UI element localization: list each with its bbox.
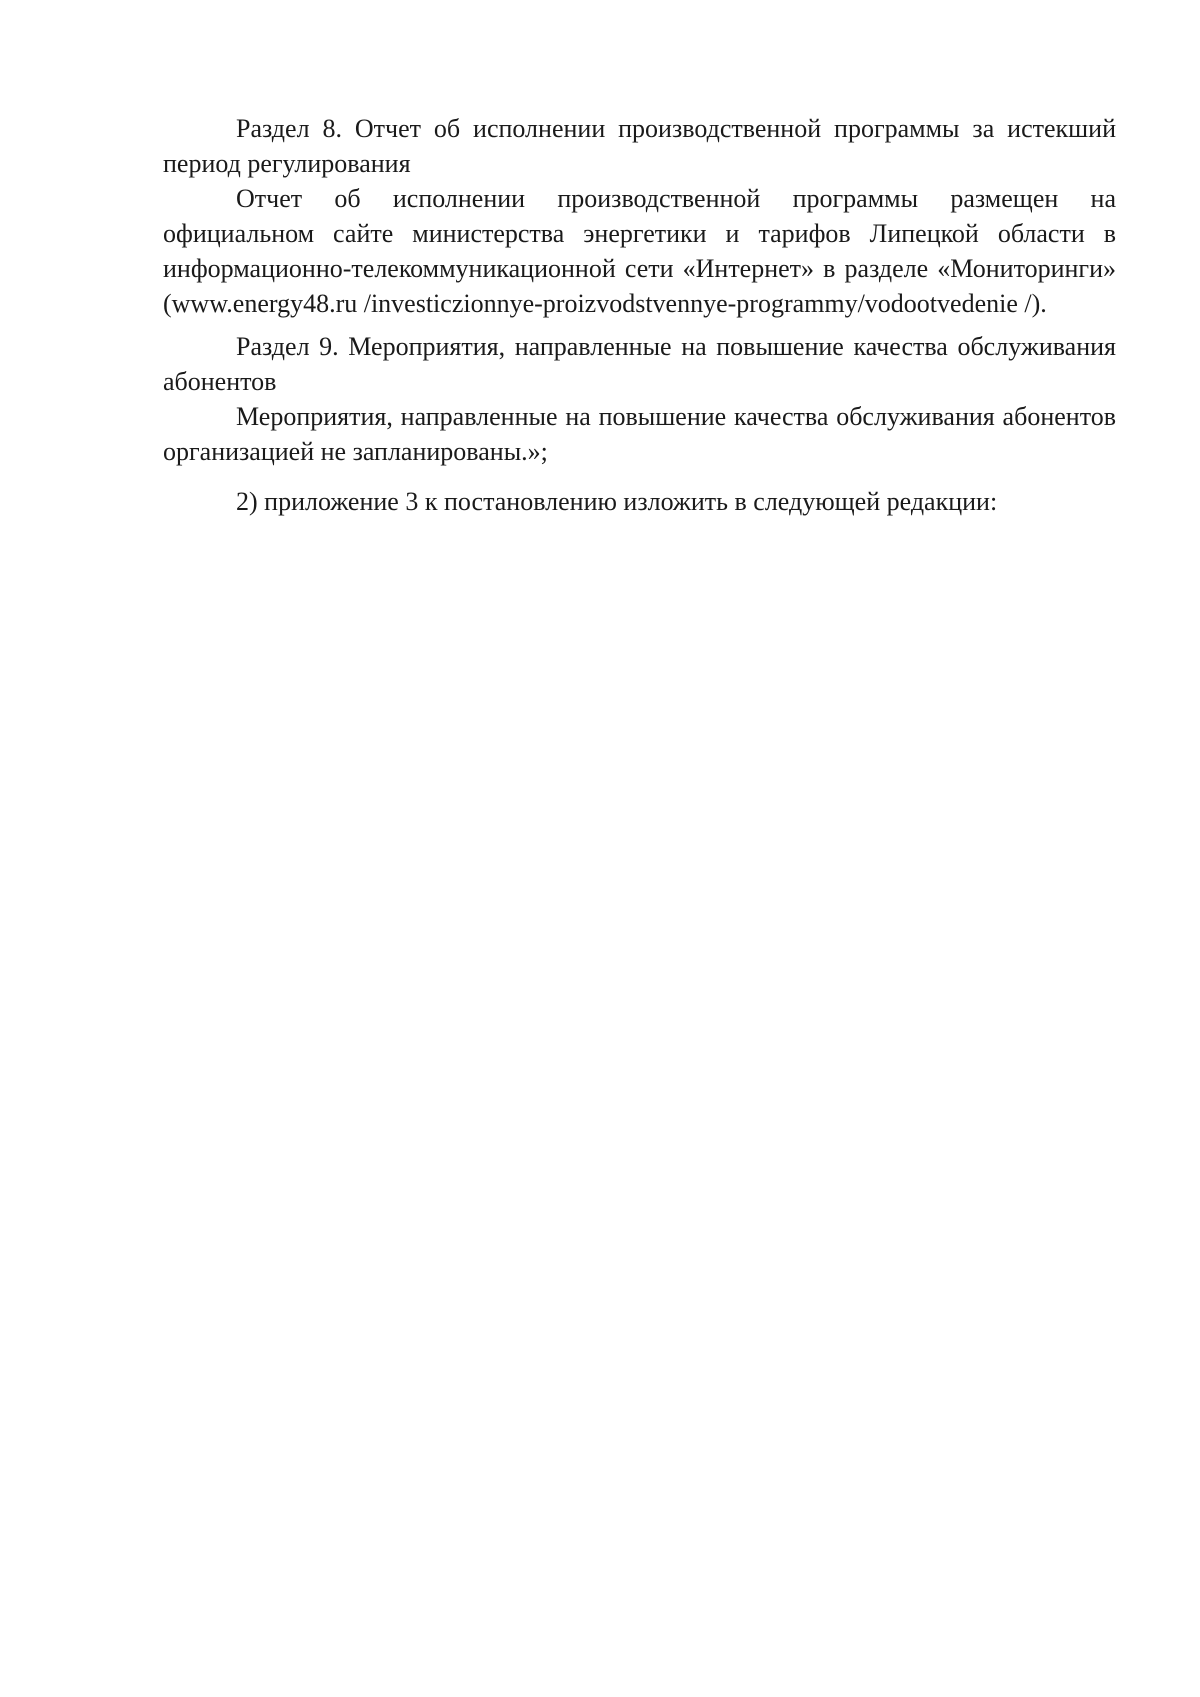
section-9-body: Мероприятия, направленные на повышение качества обслуживания абонентов организацией не запланированы.»; xyxy=(163,402,1116,466)
document-body xyxy=(163,111,1116,519)
section-8-body: Отчет об исполнении производственной программы размещен на официальном сайте министерства энергетики и тарифов Липецкой области в информационно-телекоммуникационной сети «Интернет» в разделе «Мониторинги» (www.energy48.ru /investiczionnye-proizvodstvennye-programmy/vodootvedenie /). xyxy=(163,184,1116,318)
section-8-heading: Раздел 8. Отчет об исполнении производственной программы за истекший период регулирования xyxy=(163,114,1116,178)
item-2-instruction: 2) приложение 3 к постановлению изложить в следующей редакции: xyxy=(236,487,998,516)
section-9-heading: Раздел 9. Мероприятия, направленные на повышение качества обслуживания абонентов xyxy=(163,332,1116,396)
